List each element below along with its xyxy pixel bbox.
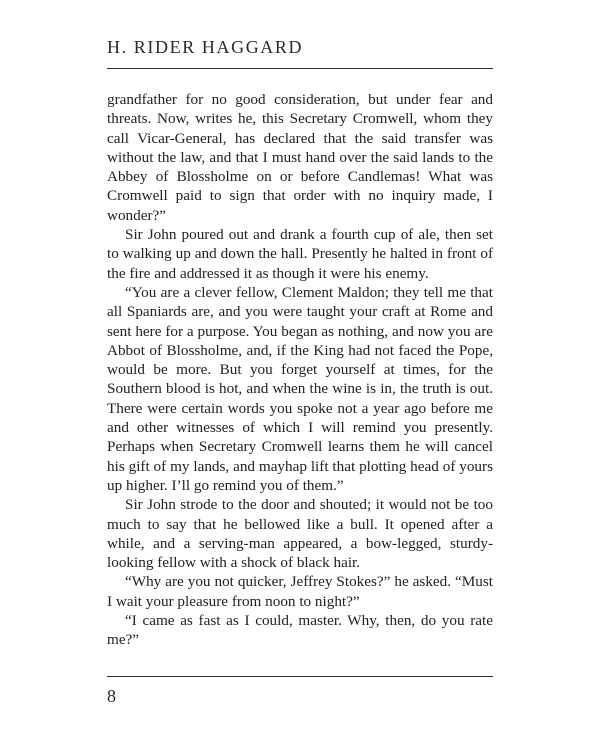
running-head: H. RIDER HAGGARD [107, 37, 304, 57]
footer-rule [107, 676, 493, 677]
header-rule [107, 68, 493, 69]
paragraph: “Why are you not quicker, Jeffrey Stokes?” he asked. “Must I wait your pleasure from noon to night?” [107, 573, 493, 610]
page-number: 8 [107, 686, 116, 706]
body-text [107, 90, 493, 650]
paragraph: “You are a clever fellow, Clement Maldon; they tell me that all Spaniards are, and you were taught your craft at Rome and sent here for a purpose. You began as nothing, and now you are Abbot of Blossholme, and, if the King had not faced the Pope, would be more. But you forget yourself at times, for the Southern blood is hot, and when the wine is in, the truth is out. There were certain words you spoke not a year ago before me and other witnesses of which I will remind you presently. Perhaps when Secretary Cromwell learns them he will cancel his gift of my lands, and mayhap lift that plotting head of yours up higher. I’ll go remind you of them.” [107, 283, 493, 494]
paragraph: Sir John poured out and drank a fourth cup of ale, then set to walking up and down the hall. Presently he halted in front of the fire and addressed it as though it were his enemy. [107, 226, 493, 282]
paragraph: Sir John strode to the door and shouted; it would not be too much to say that he bellowed like a bull. It opened after a while, and a serving-man appeared, a bow-legged, sturdy-looking fellow with a shock of black hair. [107, 496, 493, 572]
paragraph-continued: grandfather for no good consideration, but under fear and threats. Now, writes he, this Secretary Cromwell, whom they call Vicar-General, has declared that the said transfer was without the law, and that I must hand over the said lands to the Abbey of Blossholme on or before Candlemas! What was Cromwell paid to sign that order with no inquiry made, I wonder?” [107, 91, 493, 224]
paragraph: “I came as fast as I could, master. Why, then, do you rate me?” [107, 612, 493, 649]
